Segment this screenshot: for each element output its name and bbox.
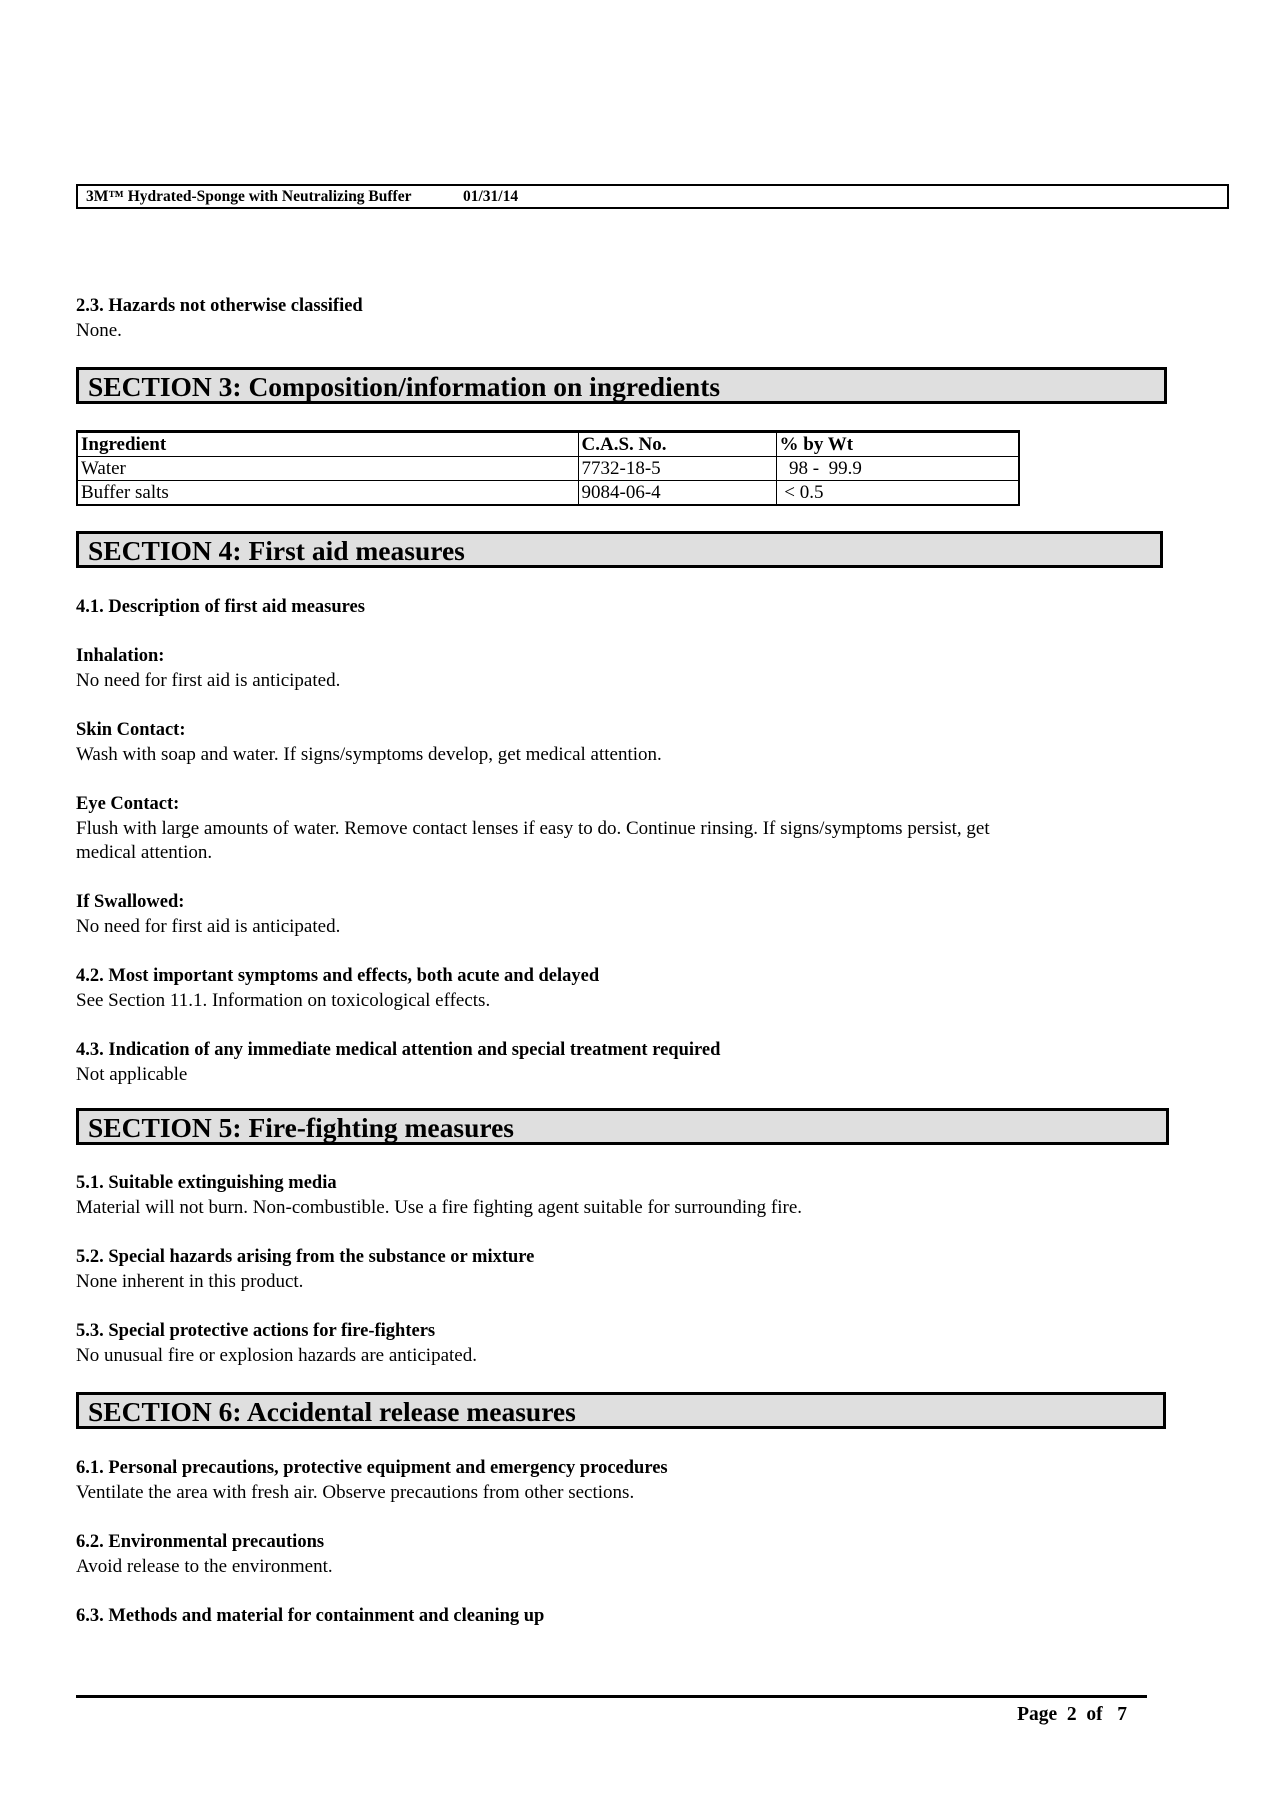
skin-contact-label: Skin Contact: (76, 720, 186, 740)
column-header-ingredient: Ingredient (77, 432, 578, 457)
section-6-title: SECTION 6: Accidental release measures (88, 1396, 576, 1427)
subsection-4-2-text: See Section 11.1. Information on toxicological effects. (76, 990, 491, 1011)
subsection-4-3-heading: 4.3. Indication of any immediate medical attention and special treatment required (76, 1040, 721, 1060)
section-6-header (76, 1392, 1166, 1429)
subsection-4-1-heading: 4.1. Description of first aid measures (76, 597, 365, 617)
inhalation-text: No need for first aid is anticipated. (76, 670, 341, 691)
column-header-cas-no: C.A.S. No. (578, 432, 776, 457)
subsection-2-3-text: None. (76, 320, 122, 341)
document-header (76, 184, 1229, 209)
subsection-5-3-text: No unusual fire or explosion hazards are anticipated. (76, 1345, 477, 1366)
section-4-header (76, 531, 1163, 568)
subsection-5-3-heading: 5.3. Special protective actions for fire-fighters (76, 1321, 436, 1341)
footer-divider (76, 1695, 1147, 1698)
percent-cell: 98 - 99.9 (776, 457, 1019, 481)
subsection-6-1-heading: 6.1. Personal precautions, protective equipment and emergency procedures (76, 1458, 668, 1478)
skin-contact-text: Wash with soap and water. If signs/symptoms develop, get medical attention. (76, 744, 662, 765)
subsection-5-2-heading: 5.2. Special hazards arising from the substance or mixture (76, 1247, 535, 1267)
subsection-5-1-heading: 5.1. Suitable extinguishing media (76, 1173, 337, 1193)
section-5-header (76, 1108, 1169, 1145)
eye-contact-label: Eye Contact: (76, 794, 180, 814)
percent-cell: < 0.5 (776, 481, 1019, 506)
cas-cell: 9084-06-4 (578, 481, 776, 506)
subsection-6-2-heading: 6.2. Environmental precautions (76, 1532, 325, 1552)
column-header-percent-by-wt: % by Wt (776, 432, 1019, 457)
subsection-4-2-heading: 4.2. Most important symptoms and effects, both acute and delayed (76, 966, 600, 986)
if-swallowed-text: No need for first aid is anticipated. (76, 916, 341, 937)
section-4-title: SECTION 4: First aid measures (88, 535, 465, 566)
revision-date: 01/31/14 (463, 188, 519, 205)
page-number: Page 2 of 7 (1017, 1704, 1127, 1725)
ingredient-cell: Buffer salts (77, 481, 578, 506)
ingredient-cell: Water (77, 457, 578, 481)
cas-cell: 7732-18-5 (578, 457, 776, 481)
subsection-5-1-text: Material will not burn. Non-combustible. Use a fire fighting agent suitable for surrounding fire. (76, 1197, 803, 1218)
subsection-5-2-text: None inherent in this product. (76, 1271, 304, 1292)
product-name: 3M™ Hydrated-Sponge with Neutralizing Buffer (86, 188, 412, 205)
ingredients-table (76, 430, 1020, 506)
eye-contact-text-cont: medical attention. (76, 842, 213, 863)
table-row (77, 457, 1019, 481)
subsection-4-3-text: Not applicable (76, 1064, 188, 1085)
table-header-row (77, 432, 1019, 457)
section-3-header (76, 367, 1167, 404)
subsection-6-1-text: Ventilate the area with fresh air. Observe precautions from other sections. (76, 1482, 635, 1503)
inhalation-label: Inhalation: (76, 646, 165, 666)
table-row (77, 481, 1019, 506)
subsection-2-3-heading: 2.3. Hazards not otherwise classified (76, 296, 363, 316)
if-swallowed-label: If Swallowed: (76, 892, 185, 912)
subsection-6-2-text: Avoid release to the environment. (76, 1556, 333, 1577)
eye-contact-text: Flush with large amounts of water. Remove contact lenses if easy to do. Continue rinsing. If signs/symptoms persist, get (76, 818, 990, 839)
subsection-6-3-heading: 6.3. Methods and material for containment and cleaning up (76, 1606, 545, 1626)
section-5-title: SECTION 5: Fire-fighting measures (88, 1112, 514, 1143)
section-3-title: SECTION 3: Composition/information on ingredients (88, 371, 721, 402)
